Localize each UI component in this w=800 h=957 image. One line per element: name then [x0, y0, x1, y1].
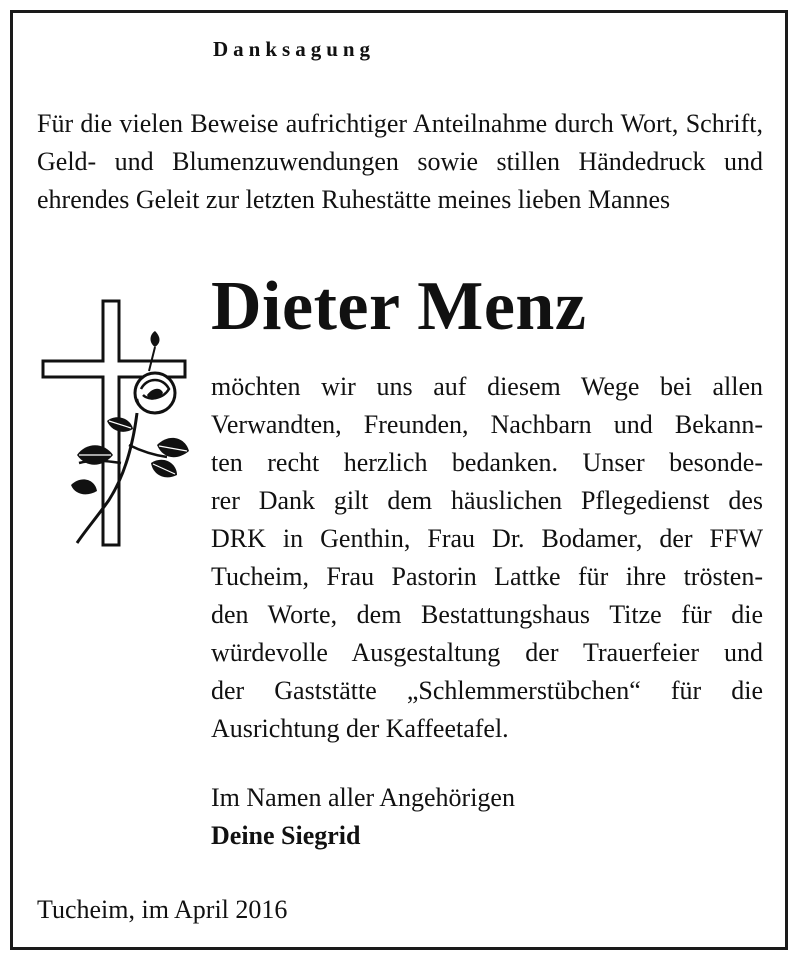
thanks-paragraph [211, 368, 763, 748]
body-line: ten recht herzlich bedanken. Unser besonde- [211, 448, 763, 477]
signature: Deine Siegrid [211, 821, 361, 850]
deceased-name: Dieter Menz [211, 268, 587, 345]
body-line: Verwandten, Freunden, Nachbarn und Bekann- [211, 410, 763, 439]
obituary-notice [10, 10, 788, 950]
notice-heading: Danksagung [213, 37, 376, 61]
cross-with-rose-icon [37, 295, 189, 553]
place-and-date: Tucheim, im April 2016 [37, 895, 288, 924]
body-line: würdevolle Ausgestaltung der Trauerfeier und [211, 638, 763, 667]
body-line: möchten wir uns auf diesem Wege bei allen [211, 372, 763, 401]
intro-paragraph: Für die vielen Beweise aufrichtiger Anteilnahme durch Wort, Schrift, Geld- und Blumenzuwendungen sowie stillen Händedruck und ehrendes Geleit zur letzten Ruhestätte meines lieben Mannes [37, 109, 763, 214]
body-line: den Worte, dem Bestattungshaus Titze für die [211, 600, 763, 629]
body-line: Ausrichtung der Kaffeetafel. [211, 714, 509, 743]
body-line: rer Dank gilt dem häuslichen Pflegedienst des [211, 486, 763, 515]
body-line: Tucheim, Frau Pastorin Lattke für ihre trösten- [211, 562, 763, 591]
closing-line: Im Namen aller Angehörigen [211, 783, 515, 812]
body-line: DRK in Genthin, Frau Dr. Bodamer, der FFW [211, 524, 763, 553]
body-line: der Gaststätte „Schlemmerstübchen“ für die [211, 676, 763, 705]
